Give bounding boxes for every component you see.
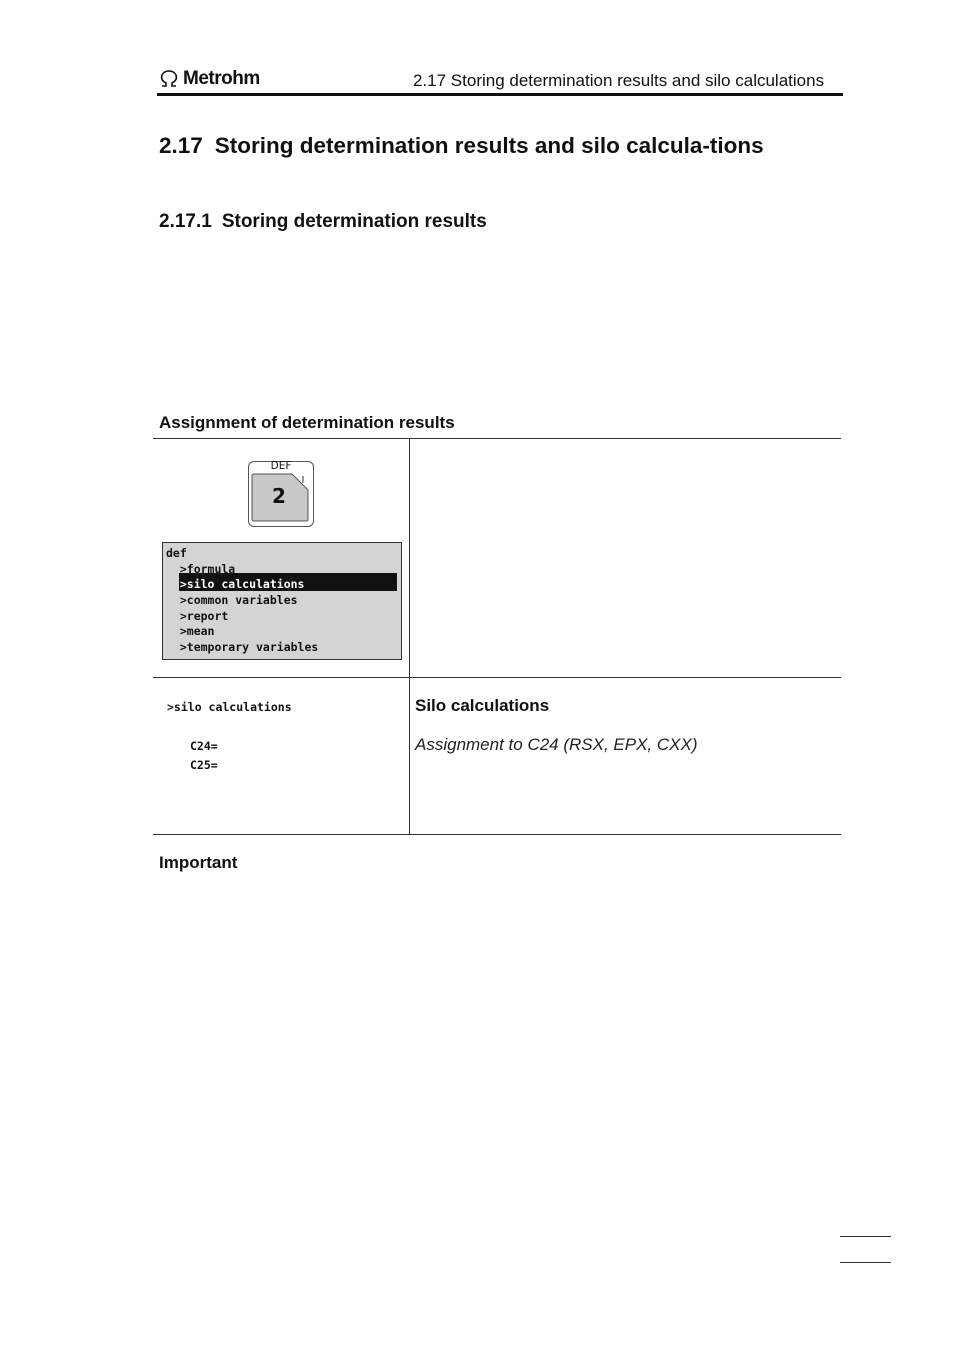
silo-menu-item: >silo calculations	[167, 700, 292, 714]
header-rule	[157, 93, 843, 96]
page-marker-rule	[840, 1236, 891, 1237]
section-heading	[159, 132, 839, 159]
table-column-divider	[409, 438, 410, 835]
param-c25: C25=	[190, 758, 218, 772]
subsection-number: 2.17.1	[159, 211, 212, 232]
lcd-line: >report	[166, 609, 229, 623]
key-top-label: DEF	[270, 460, 292, 472]
lcd-display	[162, 542, 402, 660]
subsection-heading	[159, 211, 487, 233]
table-top-rule	[153, 438, 841, 439]
lcd-line: >mean	[166, 624, 215, 638]
lcd-line: >formula	[166, 562, 236, 576]
silo-description: Assignment to C24 (RSX, EPX, CXX)	[415, 735, 698, 754]
important-label: Important	[159, 853, 238, 872]
page-marker-rule	[840, 1262, 891, 1263]
assignment-heading: Assignment of determination results	[159, 413, 455, 432]
lcd-line: >common variables	[166, 593, 298, 607]
section-number: 2.17	[159, 133, 203, 158]
logo-text: Metrohm	[183, 68, 260, 89]
lcd-line: def	[166, 546, 187, 560]
subsection-title: Storing determination results	[221, 211, 487, 232]
table-bottom-rule	[153, 834, 841, 835]
param-c24: C24=	[190, 739, 218, 753]
metrohm-logo	[159, 66, 260, 92]
lcd-line: >temporary variables	[166, 640, 319, 654]
lcd-line-selected: >silo calculations	[166, 577, 305, 591]
table-mid-rule	[153, 677, 841, 678]
omega-icon	[159, 70, 179, 88]
section-title: Storing determination results and silo calcula-tions	[214, 133, 764, 158]
key-number: 2	[272, 484, 286, 508]
running-header: 2.17 Storing determination results and silo calculations	[413, 71, 825, 90]
silo-title: Silo calculations	[415, 696, 550, 715]
